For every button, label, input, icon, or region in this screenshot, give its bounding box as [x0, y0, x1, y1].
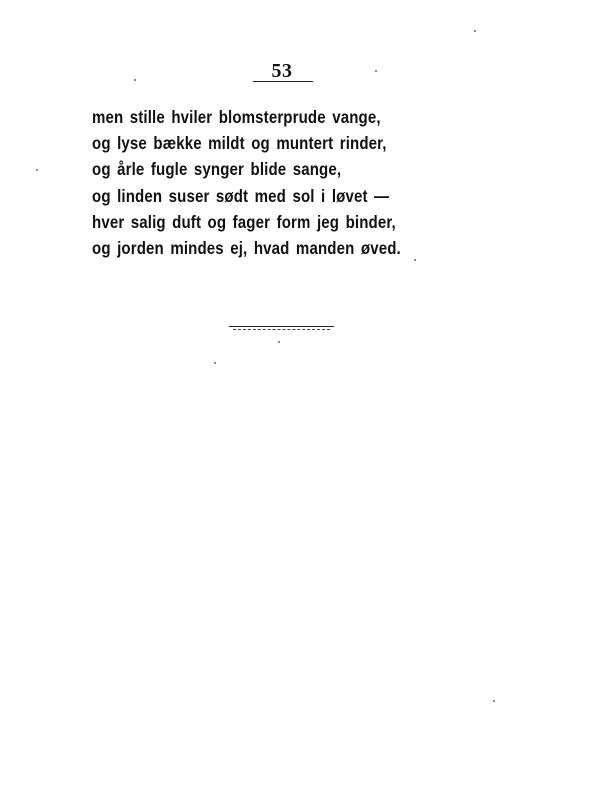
paper-speck	[375, 70, 377, 72]
poem-line: men stille hviler blomsterprude vange,	[92, 107, 381, 127]
end-rule-dashed-line	[233, 329, 330, 330]
paper-speck	[414, 259, 416, 261]
poem-line: og lyse bække mildt og muntert rinder,	[92, 133, 387, 154]
paper-speck	[278, 341, 280, 343]
page-number-underline	[253, 81, 313, 82]
poem-line: og jorden mindes ej, hvad manden øved.	[92, 238, 401, 259]
poem-line: og årle fugle synger blide sange,	[92, 159, 342, 180]
paper-speck	[36, 169, 38, 171]
paper-speck	[493, 700, 495, 702]
paper-speck	[214, 362, 216, 364]
end-rule-line	[229, 326, 334, 327]
poem-line: og linden suser sødt med sol i løvet —	[92, 185, 390, 206]
page-number: 53	[271, 60, 293, 82]
poem-stanza	[92, 104, 401, 261]
poem-line: hver salig duft og fager form jeg binder,	[92, 211, 396, 232]
paper-speck	[474, 30, 476, 32]
paper-speck	[134, 79, 136, 81]
section-end-rule	[229, 326, 334, 330]
page-number-header	[247, 60, 317, 82]
